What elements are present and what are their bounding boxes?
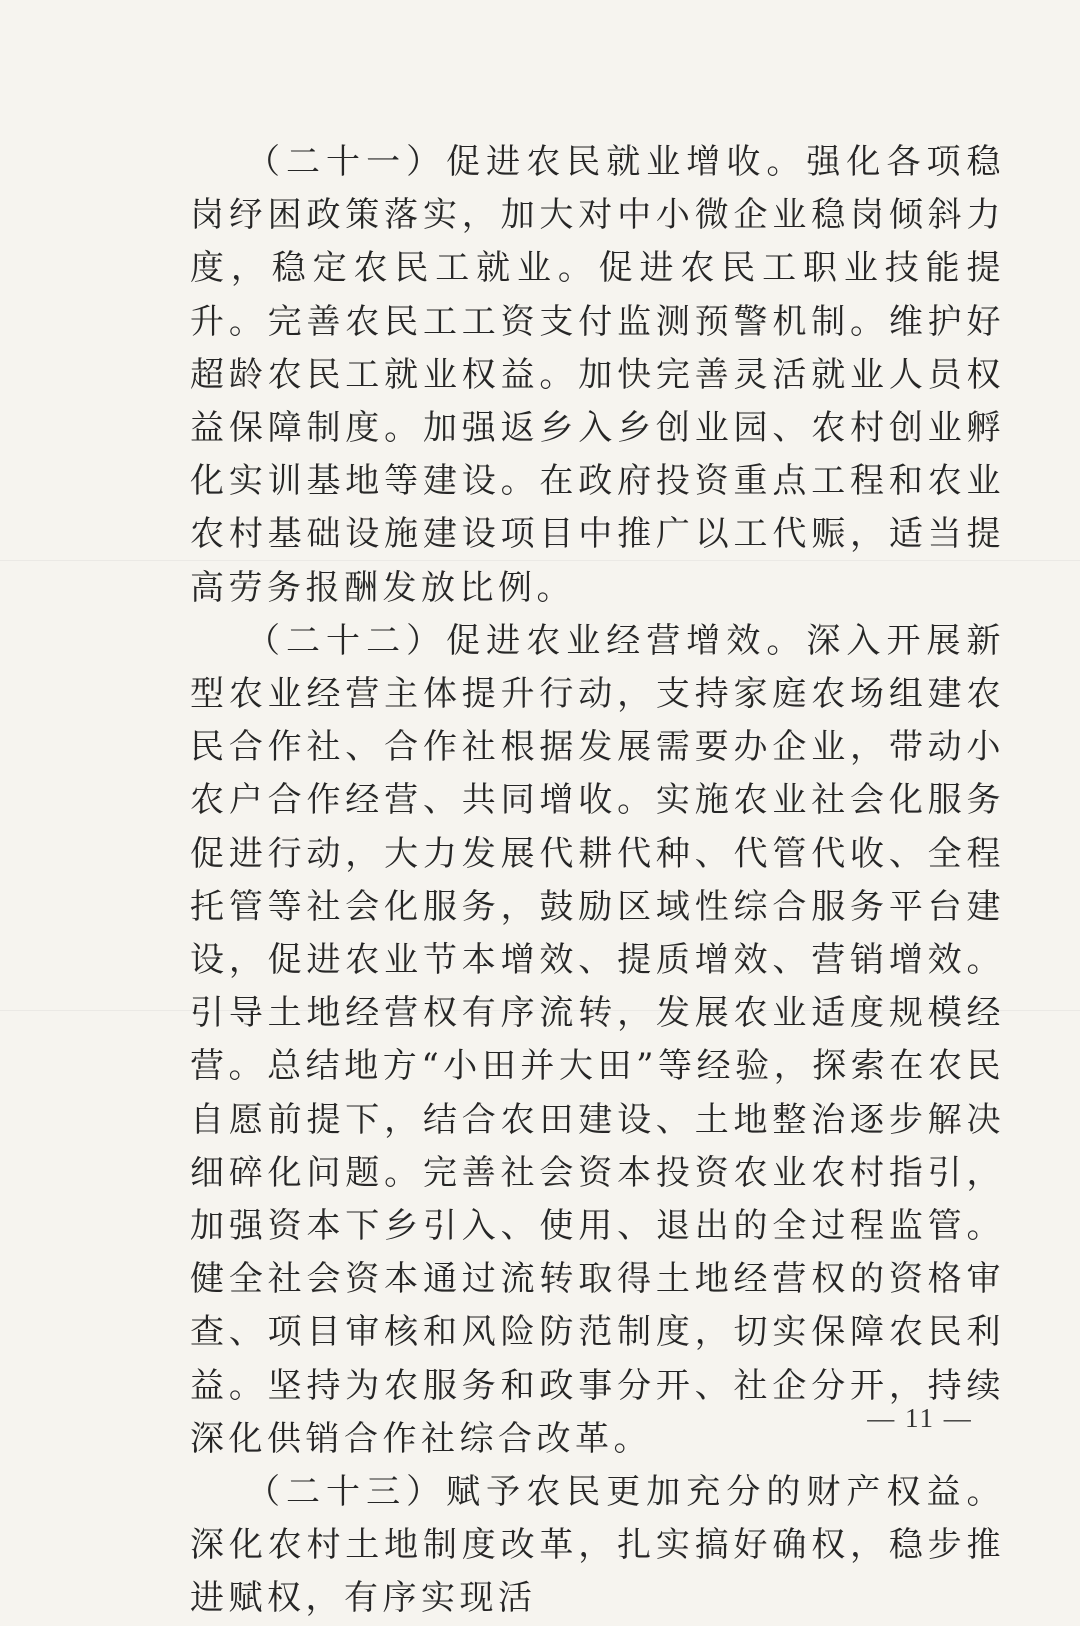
paragraph-22: （二十二）促进农业经营增效。深入开展新型农业经营主体提升行动，支持家庭农场组建农民合作社、合作社根据发展需要办企业，带动小农户合作经营、共同增收。实施农业社会化服务促进行动，大力发展代耕代种、代管代收、全程托管等社会化服务，鼓励区域性综合服务平台建设，促进农业节本增效、提质增效、营销增效。引导土地经营权有序流转，发展农业适度规模经营。总结地方“小田并大田”等经验，探索在农民自愿前提下，结合农田建设、土地整治逐步解决细碎化问题。完善社会资本投资农业农村指引，加强资本下乡引入、使用、退出的全过程监管。健全社会资本通过流转取得土地经营权的资格审查、项目审核和风险防范制度，切实保障农民利益。坚持为农服务和政事分开、社企分开，持续深化供销合作社综合改革。 bbox=[190, 620, 1005, 1459]
page-number: — 11 — bbox=[867, 1403, 973, 1433]
paragraph-23: （二十三）赋予农民更加充分的财产权益。深化农村土地制度改革，扎实搞好确权，稳步推进赋权，有序实现活 bbox=[190, 1472, 1005, 1619]
paragraph-21: （二十一）促进农民就业增收。强化各项稳岗纾困政策落实，加大对中小微企业稳岗倾斜力度，稳定农民工就业。促进农民工职业技能提升。完善农民工工资支付监测预警机制。维护好超龄农民工就业权益。加快完善灵活就业人员权益保障制度。加强返乡入乡创业园、农村创业孵化实训基地等建设。在政府投资重点工程和农业农村基础设施建设项目中推广以工代赈，适当提高劳务报酬发放比例。 bbox=[190, 142, 1005, 608]
